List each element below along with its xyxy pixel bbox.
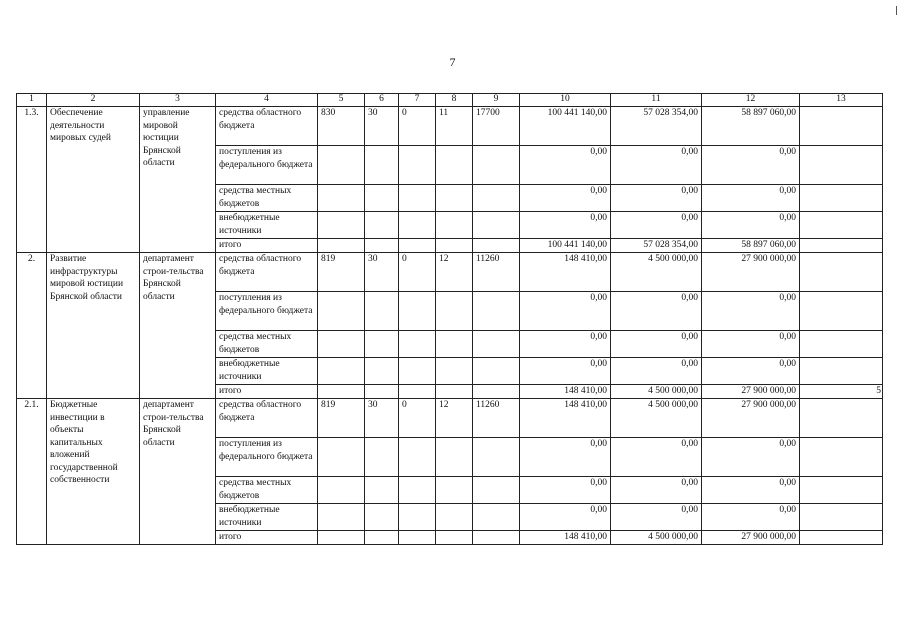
table-row [17,253,883,292]
header-cell: 5 [318,94,365,107]
amount-col10: 0,00 [520,331,611,358]
code-direction: 11260 [473,253,520,292]
amount-col12: 58 897 060,00 [702,107,800,146]
executor: управление мировой юстиции Брянской области [140,107,216,253]
amount-col11: 57 028 354,00 [611,107,702,146]
header-cell: 3 [140,94,216,107]
amount-col12: 0,00 [702,331,800,358]
amount-col12: 58 897 060,00 [702,239,800,253]
code-main-measure: 12 [436,253,473,292]
header-cell: 6 [365,94,399,107]
measure-name: Бюджетные инвестиции в объекты капитальных вложений государственной собственности [47,399,140,545]
amount-col12: 0,00 [702,185,800,212]
funding-source: средства местных бюджетов [216,185,318,212]
amount-col10: 0,00 [520,212,611,239]
amount-col12: 0,00 [702,212,800,239]
code-direction: 11260 [473,399,520,438]
amount-col10: 100 441 140,00 [520,107,611,146]
header-cell: 1 [17,94,47,107]
measure-name: Обеспечение деятельности мировых судей [47,107,140,253]
amount-col11: 0,00 [611,185,702,212]
amount-col10: 0,00 [520,292,611,331]
amount-col11: 0,00 [611,146,702,185]
code-program: 30 [365,253,399,292]
funding-source: средства местных бюджетов [216,477,318,504]
header-cell: 12 [702,94,800,107]
code-subprogram: 0 [399,107,436,146]
funding-source: поступления из федерального бюджета [216,292,318,331]
amount-col12: 0,00 [702,292,800,331]
amount-col12: 0,00 [702,146,800,185]
code-grbs: 819 [318,253,365,292]
executor: департамент строи-тельства Брянской области [140,399,216,545]
column-number-header [17,94,883,107]
amount-col10: 148 410,00 [520,531,611,545]
amount-col10: 0,00 [520,438,611,477]
amount-col11: 4 500 000,00 [611,253,702,292]
amount-col10: 148 410,00 [520,399,611,438]
code-direction: 17700 [473,107,520,146]
funding-source: средства областного бюджета [216,253,318,292]
executor: департамент строи-тельства Брянской области [140,253,216,399]
amount-col12: 0,00 [702,477,800,504]
header-cell: 4 [216,94,318,107]
table-row [17,107,883,146]
funding-source: итого [216,239,318,253]
amount-col10: 0,00 [520,185,611,212]
code-subprogram: 0 [399,399,436,438]
page-number: 7 [449,55,456,69]
amount-col12: 27 900 000,00 [702,399,800,438]
amount-col11: 0,00 [611,438,702,477]
funding-source: итого [216,385,318,399]
item-number: 2. [17,253,47,399]
amount-col12: 27 900 000,00 [702,253,800,292]
amount-col11: 0,00 [611,331,702,358]
funding-source: внебюджетные источники [216,212,318,239]
funding-source: поступления из федерального бюджета [216,146,318,185]
budget-table [16,93,883,545]
header-cell: 9 [473,94,520,107]
amount-col11: 0,00 [611,212,702,239]
funding-source: внебюджетные источники [216,504,318,531]
amount-col11: 4 500 000,00 [611,531,702,545]
amount-col11: 57 028 354,00 [611,239,702,253]
amount-col11: 0,00 [611,292,702,331]
measure-name: Развитие инфраструктуры мировой юстиции Брянской области [47,253,140,399]
amount-col11: 0,00 [611,358,702,385]
funding-source: средства местных бюджетов [216,331,318,358]
header-cell: 7 [399,94,436,107]
code-main-measure: 11 [436,107,473,146]
amount-col11: 0,00 [611,504,702,531]
code-program: 30 [365,107,399,146]
amount-col10: 0,00 [520,504,611,531]
header-cell: 13 [800,94,883,107]
code-program: 30 [365,399,399,438]
funding-source: итого [216,531,318,545]
amount-col11: 4 500 000,00 [611,399,702,438]
funding-source: средства областного бюджета [216,399,318,438]
code-subprogram: 0 [399,253,436,292]
table-row [17,399,883,438]
amount-col12: 0,00 [702,438,800,477]
header-cell: 8 [436,94,473,107]
item-number: 1.3. [17,107,47,253]
amount-col10: 0,00 [520,477,611,504]
funding-source: средства областного бюджета [216,107,318,146]
header-cell: 11 [611,94,702,107]
item-number: 2.1. [17,399,47,545]
amount-col11: 4 500 000,00 [611,385,702,399]
header-cell: 10 [520,94,611,107]
scan-edge-mark [896,6,897,15]
col13-cell [800,107,883,146]
amount-col12: 27 900 000,00 [702,385,800,399]
funding-source: поступления из федерального бюджета [216,438,318,477]
amount-col10: 100 441 140,00 [520,239,611,253]
header-cell: 2 [47,94,140,107]
code-grbs: 819 [318,399,365,438]
amount-col10: 0,00 [520,358,611,385]
code-main-measure: 12 [436,399,473,438]
amount-col12: 0,00 [702,504,800,531]
funding-source: внебюджетные источники [216,358,318,385]
margin-mark: 5 [800,385,883,399]
amount-col10: 148 410,00 [520,253,611,292]
amount-col10: 0,00 [520,146,611,185]
amount-col12: 0,00 [702,358,800,385]
amount-col11: 0,00 [611,477,702,504]
code-grbs: 830 [318,107,365,146]
amount-col10: 148 410,00 [520,385,611,399]
amount-col12: 27 900 000,00 [702,531,800,545]
